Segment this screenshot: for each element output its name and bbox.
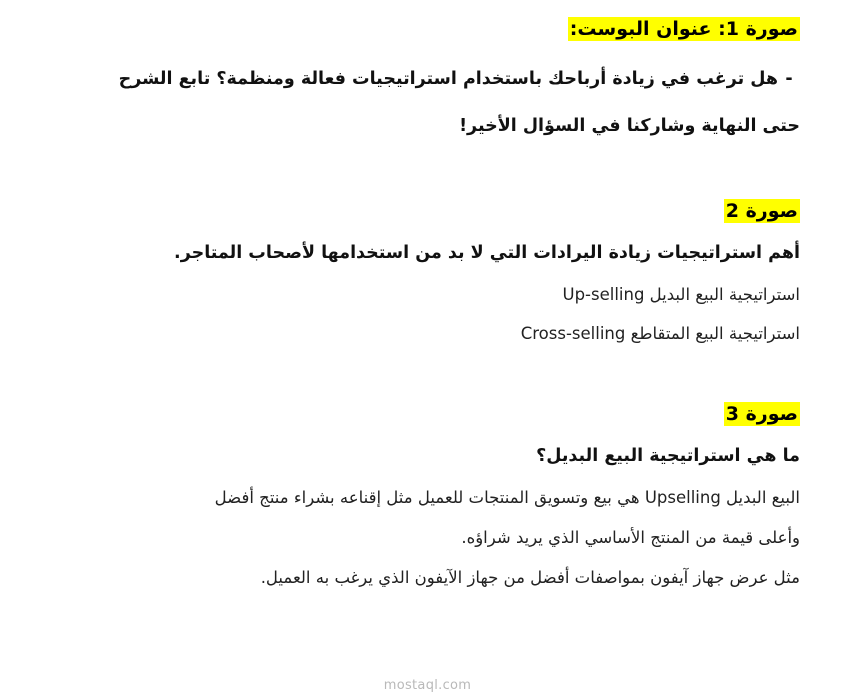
section-3-bold-line: ما هي استراتيجية البيع البديل؟ <box>536 446 800 466</box>
spacer <box>55 353 800 399</box>
section-3-paragraph-line-1: البيع البديل Upselling هي بيع وتسويق المنتجات للعميل مثل إقناعه بشراء منتج أفضل <box>214 488 800 507</box>
section-3-paragraph-line-3: مثل عرض جهاز آيفون بمواصفات أفضل من جهاز الآيفون الذي يرغب به العميل. <box>260 568 800 587</box>
section-2-heading-row <box>55 196 800 226</box>
section-1-line-2: حتى النهاية وشاركنا في السؤال الأخير! <box>459 116 800 136</box>
spacer <box>55 150 800 196</box>
section-3-heading-row <box>55 399 800 429</box>
section-1 <box>55 14 800 150</box>
section-3-paragraph-line-2: وأعلى قيمة من المنتج الأساسي الذي يريد شراؤه. <box>461 528 800 547</box>
spacer <box>55 44 800 56</box>
section-1-line-1: هل ترغب في زيادة أرباحك باستخدام استراتيجيات فعالة ومنظمة؟ تابع الشرح <box>118 69 778 89</box>
section-1-dash-marker: - <box>785 69 793 89</box>
section-2-item-1: استراتيجية البيع البديل Up-selling <box>562 285 800 304</box>
section-3-heading: صورة 3 <box>725 403 798 425</box>
section-1-heading-row <box>55 14 800 44</box>
section-2-heading: صورة 2 <box>725 200 798 222</box>
spacer <box>55 429 800 441</box>
section-3 <box>55 399 800 598</box>
watermark: mostaql.com <box>383 678 472 693</box>
section-2-item-2: استراتيجية البيع المتقاطع Cross-selling <box>520 324 800 343</box>
section-2 <box>55 196 800 353</box>
section-1-first-line-row <box>55 56 800 103</box>
section-1-heading: صورة 1: عنوان البوست: <box>569 18 798 40</box>
section-2-bold-line: أهم استراتيجيات زيادة اليرادات التي لا بد من استخدامها لأصحاب المتاجر. <box>174 243 800 263</box>
spacer <box>55 226 800 238</box>
